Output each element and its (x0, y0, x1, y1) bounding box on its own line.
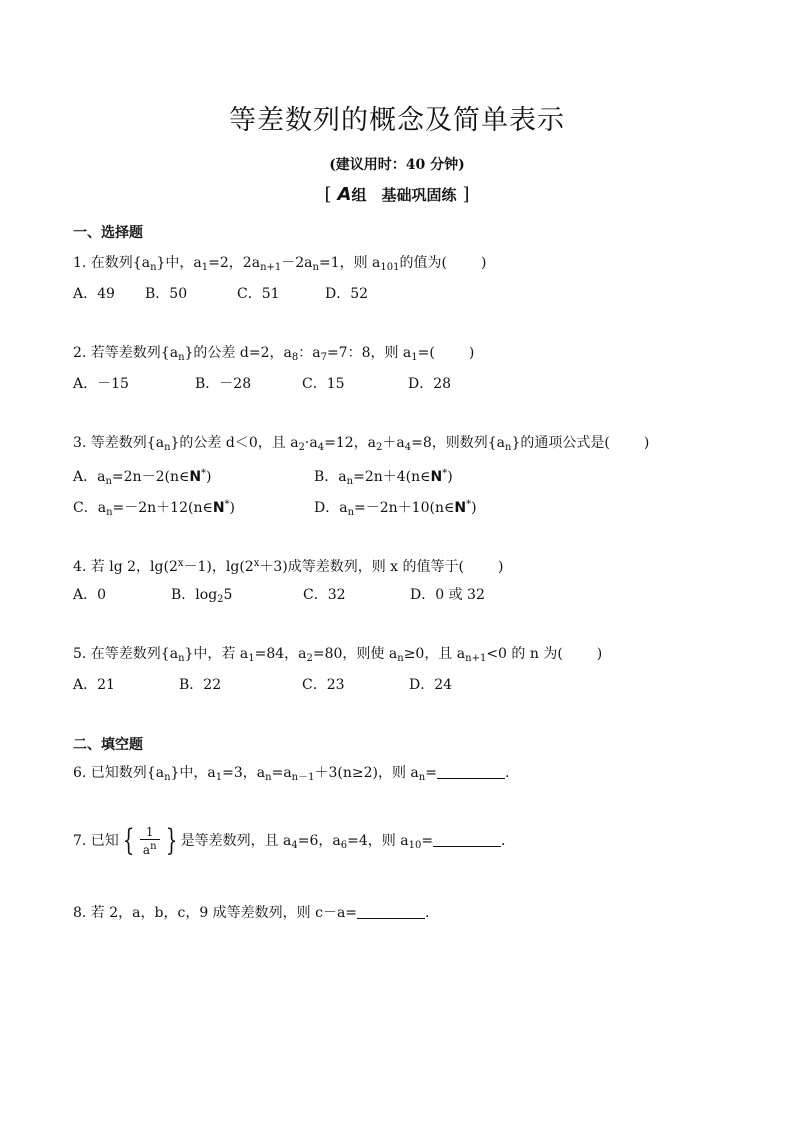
question-4-options (73, 585, 485, 610)
option[interactable]: B．－28 (195, 376, 252, 392)
question-7: 7. 已知 { $\frac{1}{a^n}$ } 是等差数列，且 $a_4=6$，$a_6=4$，则 $a_{10}=$ . (73, 823, 506, 858)
question-4: 4. 若 lg 2，$\lg(2^x-1)$，$\lg(2^x+3)$成等差数列，则 x 的值等于( ) (73, 558, 504, 575)
option[interactable]: B．$a_n=2n+4(n\in N^*)$ (314, 468, 453, 487)
section-fill: 二、填空题 (73, 737, 143, 753)
question-2: 2. 若等差数列$\{a_n\}$的公差 d=2，$a_8$：$a_7=7$：8，则 $a_1=$( ) (73, 345, 475, 363)
question-3-options-row2 (73, 495, 477, 523)
option[interactable]: C．32 (303, 587, 346, 603)
option[interactable]: A．21 (73, 677, 115, 693)
option[interactable]: B．50 (145, 286, 188, 302)
question-3: 3. 等差数列$\{a_n\}$的公差 d＜0，且 $a_2\cdot a_4=12$，$a_2+a_4=8$，则数列$\{a_n\}$的通项公式是( ) (73, 435, 650, 453)
answer-blank[interactable] (437, 764, 505, 779)
option[interactable]: D．52 (325, 286, 369, 302)
question-8: 8. 若 2，a，b，c，9 成等差数列，则 c－a= . (73, 905, 430, 921)
option[interactable]: D．24 (409, 677, 453, 693)
option[interactable]: D．$a_n=-2n+10(n\in N^*)$ (314, 499, 477, 518)
option[interactable]: C．15 (302, 376, 345, 392)
question-5-options (73, 675, 452, 695)
section-choice: 一、选择题 (73, 225, 143, 241)
option[interactable]: B．22 (179, 677, 222, 693)
group-heading: [ A组 基础巩固练 ] (324, 184, 470, 205)
option[interactable]: A．－15 (73, 376, 129, 392)
time-note: (建议用时：40 分钟) (329, 157, 465, 173)
option[interactable]: A．0 (73, 587, 107, 603)
option[interactable]: B．$\log_25$ (171, 587, 233, 605)
group-letter: A (337, 184, 352, 205)
group-label: 组 基础巩固练 (351, 186, 457, 204)
question-1: 1. 在数列$\{a_n\}$中，$a_1=2$，$2a_{n+1}-2a_n=1$，则 $a_{101}$的值为( ) (73, 255, 487, 273)
question-6: 6. 已知数列$\{a_n\}$中，$a_1=3$，$a_n=a_{n-1}+3(n\ge 2)$，则 $a_n=$ . (73, 765, 510, 783)
question-2-options (73, 374, 451, 394)
question-5: 5. 在等差数列$\{a_n\}$中，若 $a_1=84$，$a_2=80$，则使 $a_n\ge 0$，且 $a_{n+1}<0$ 的 n 为( ) (73, 646, 603, 664)
question-1-options (73, 284, 368, 304)
option[interactable]: D．0 或 32 (410, 587, 485, 603)
answer-blank[interactable] (357, 904, 425, 919)
option[interactable]: C．23 (302, 677, 345, 693)
answer-blank[interactable] (433, 832, 501, 847)
option[interactable]: A．49 (73, 286, 115, 302)
fraction: $\frac{1}{a^n}$ (140, 825, 160, 857)
option[interactable]: C．$a_n=-2n+12(n\in N^*)$ (73, 499, 236, 518)
question-3-options-row1 (73, 464, 453, 492)
option[interactable]: D．28 (408, 376, 452, 392)
option[interactable]: A．$a_n=2n-2(n\in N^*)$ (73, 468, 212, 487)
page-title: 等差数列的概念及简单表示 (229, 105, 565, 136)
option[interactable]: C．51 (237, 286, 280, 302)
